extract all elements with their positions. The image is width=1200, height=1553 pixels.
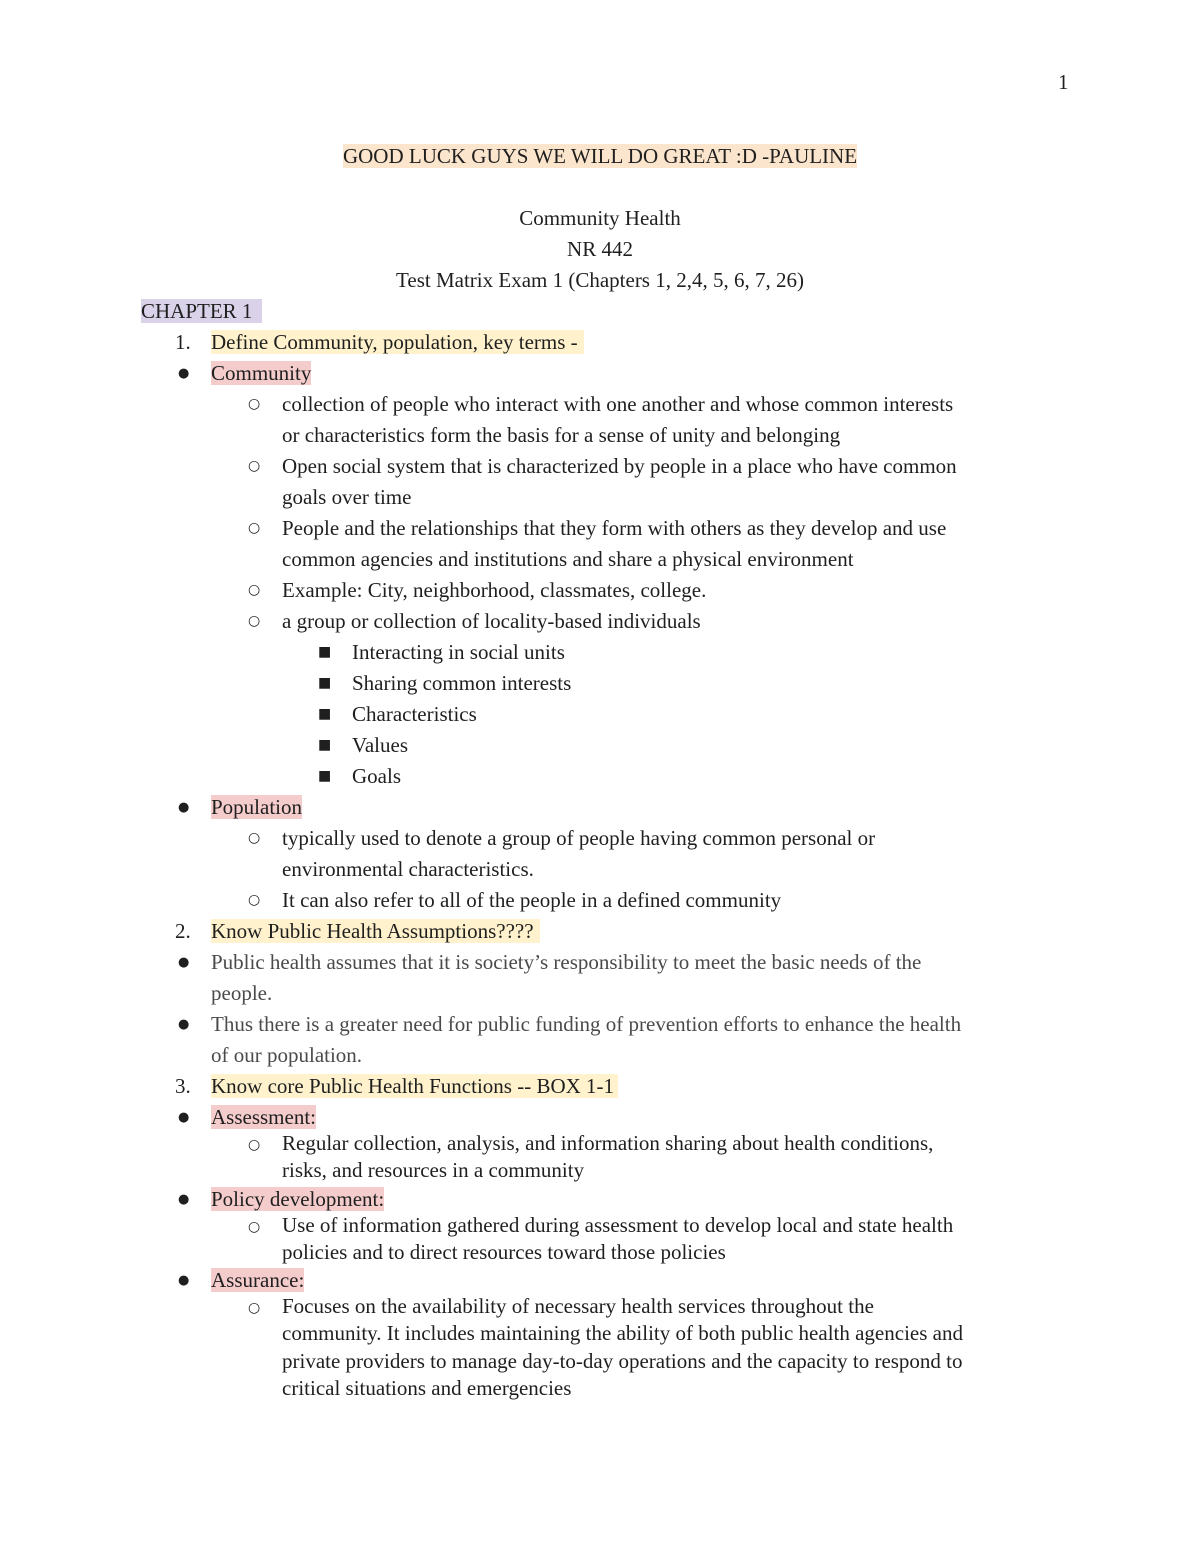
- policy-line-2: policies and to direct resources toward those policies: [282, 1240, 726, 1264]
- community-def-3a: People and the relationships that they form with others as they develop and use: [282, 516, 947, 540]
- community-sub-item: Sharing common interests: [352, 671, 572, 695]
- assurance-label: Assurance:: [211, 1268, 305, 1292]
- exam-title: Test Matrix Exam 1 (Chapters 1, 2,4, 5, 6, 7, 26): [396, 268, 804, 292]
- community-def-1a: collection of people who interact with one another and whose common interests: [282, 392, 954, 416]
- population-def-1b: environmental characteristics.: [282, 857, 534, 881]
- community-def-2b: goals over time: [282, 485, 412, 509]
- square-bullet-icon: ■: [318, 644, 332, 660]
- q2-point-1b: people.: [211, 981, 273, 1005]
- banner: GOOD LUCK GUYS WE WILL DO GREAT :D -PAULINE: [342, 144, 858, 168]
- bullet-icon: ●: [178, 800, 190, 815]
- q1-title: Define Community, population, key terms -: [211, 327, 584, 358]
- q2-point-2a: Thus there is a greater need for public funding of prevention efforts to enhance the health: [211, 1012, 962, 1036]
- bullet-icon: ●: [178, 955, 190, 970]
- bullet-icon: ●: [178, 366, 190, 381]
- course-title: Community Health: [519, 206, 681, 230]
- assessment-line-2: risks, and resources in a community: [282, 1158, 585, 1182]
- q2-title: Know Public Health Assumptions????: [211, 916, 540, 947]
- assurance-line-2: community. It includes maintaining the ability of both public health agencies and: [282, 1321, 963, 1345]
- assurance-line-3: private providers to manage day-to-day operations and the capacity to respond to: [282, 1349, 963, 1373]
- circle-bullet-icon: ○: [248, 1300, 261, 1316]
- circle-bullet-icon: ○: [248, 582, 261, 598]
- circle-bullet-icon: ○: [248, 396, 261, 412]
- q2-number: 2.: [175, 919, 191, 943]
- assurance-line-4: critical situations and emergencies: [282, 1376, 572, 1400]
- circle-bullet-icon: ○: [248, 613, 261, 629]
- square-bullet-icon: ■: [318, 675, 332, 691]
- circle-bullet-icon: ○: [248, 1137, 261, 1153]
- community-sub-item: Goals: [352, 764, 401, 788]
- assessment-label: Assessment:: [211, 1105, 316, 1129]
- policy-line-1: Use of information gathered during assessment to develop local and state health: [282, 1213, 954, 1237]
- community-def-3b: common agencies and institutions and share a physical environment: [282, 547, 854, 571]
- community-label: Community: [211, 361, 312, 385]
- population-def-2: It can also refer to all of the people in a defined community: [282, 888, 782, 912]
- bullet-icon: ●: [178, 1110, 190, 1125]
- circle-bullet-icon: ○: [248, 1219, 261, 1235]
- community-def-2a: Open social system that is characterized by people in a place who have common: [282, 454, 957, 478]
- square-bullet-icon: ■: [318, 768, 332, 784]
- circle-bullet-icon: ○: [248, 892, 261, 908]
- community-def-5: a group or collection of locality-based individuals: [282, 609, 701, 633]
- q2-point-2b: of our population.: [211, 1043, 363, 1067]
- banner-line: [0, 141, 1200, 172]
- population-label: Population: [211, 795, 303, 819]
- community-def-4: Example: City, neighborhood, classmates, college.: [282, 578, 707, 602]
- square-bullet-icon: ■: [318, 706, 332, 722]
- assurance-line-1: Focuses on the availability of necessary health services throughout the: [282, 1294, 874, 1318]
- q1-number: 1.: [175, 330, 191, 354]
- q3-number: 3.: [175, 1074, 191, 1098]
- bullet-icon: ●: [178, 1192, 190, 1207]
- policy-label: Policy development:: [211, 1187, 385, 1211]
- bullet-icon: ●: [178, 1017, 190, 1032]
- page-number: 1: [1058, 70, 1069, 94]
- square-bullet-icon: ■: [318, 737, 332, 753]
- community-sub-item: Interacting in social units: [352, 640, 565, 664]
- course-code: NR 442: [567, 237, 633, 261]
- q3-title: Know core Public Health Functions -- BOX 1-1: [211, 1071, 618, 1102]
- community-def-1b: or characteristics form the basis for a sense of unity and belonging: [282, 423, 841, 447]
- q2-point-1a: Public health assumes that it is society’s responsibility to meet the basic needs of the: [211, 950, 922, 974]
- community-sub-item: Values: [352, 733, 408, 757]
- circle-bullet-icon: ○: [248, 520, 261, 536]
- bullet-icon: ●: [178, 1273, 190, 1288]
- chapter-heading: CHAPTER 1: [141, 296, 262, 327]
- assessment-line-1: Regular collection, analysis, and information sharing about health conditions,: [282, 1131, 934, 1155]
- circle-bullet-icon: ○: [248, 458, 261, 474]
- community-sub-item: Characteristics: [352, 702, 477, 726]
- circle-bullet-icon: ○: [248, 830, 261, 846]
- population-def-1a: typically used to denote a group of people having common personal or: [282, 826, 876, 850]
